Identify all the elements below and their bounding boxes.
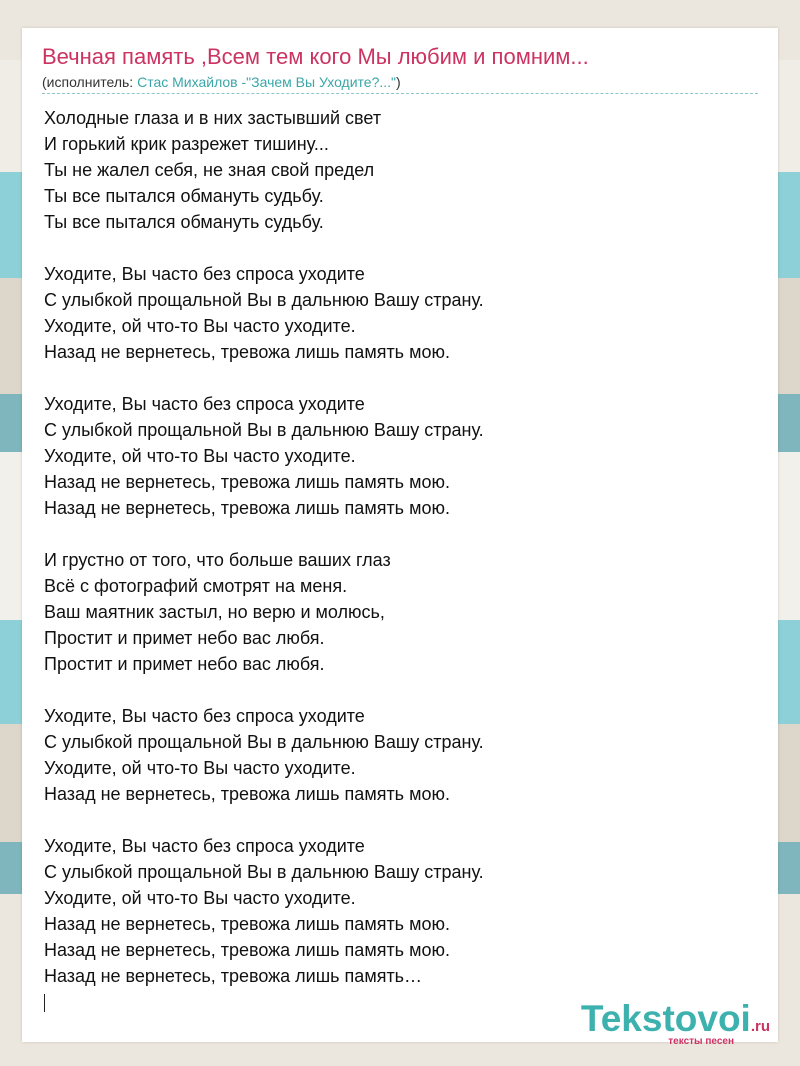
lyric-line: Уходите, ой что-то Вы часто уходите. xyxy=(44,758,356,778)
performer-prefix: (исполнитель: xyxy=(42,74,138,90)
lyric-line: С улыбкой прощальной Вы в дальнюю Вашу страну. xyxy=(44,420,484,440)
lyric-line: С улыбкой прощальной Вы в дальнюю Вашу страну. xyxy=(44,862,484,882)
lyric-line: Назад не вернетесь, тревожа лишь память мою. xyxy=(44,940,450,960)
logo-wordmark: Tekstovoi xyxy=(580,998,751,1039)
lyric-line: И грустно от того, что больше ваших глаз xyxy=(44,550,391,570)
lyric-line: Ваш маятник застыл, но верю и молюсь, xyxy=(44,602,385,622)
lyric-line: Назад не вернетесь, тревожа лишь память мою. xyxy=(44,784,450,804)
lyric-line: Назад не вернетесь, тревожа лишь память мою. xyxy=(44,914,450,934)
lyric-line: Простит и примет небо вас любя. xyxy=(44,654,325,674)
lyric-line: С улыбкой прощальной Вы в дальнюю Вашу страну. xyxy=(44,290,484,310)
lyric-line: Уходите, Вы часто без спроса уходите xyxy=(44,706,365,726)
lyric-line xyxy=(44,365,484,391)
performer-suffix: ) xyxy=(396,74,401,90)
lyric-line: Назад не вернетесь, тревожа лишь память мою. xyxy=(44,498,450,518)
text-cursor xyxy=(44,994,45,1012)
lyric-line: Назад не вернетесь, тревожа лишь память мою. xyxy=(44,342,450,362)
song-title: Вечная память ,Всем тем кого Мы любим и помним... xyxy=(42,44,589,69)
lyric-line: Уходите, ой что-то Вы часто уходите. xyxy=(44,888,356,908)
lyric-line: Назад не вернетесь, тревожа лишь память… xyxy=(44,966,423,986)
lyric-line: Уходите, ой что-то Вы часто уходите. xyxy=(44,316,356,336)
lyric-line: Ты не жалел себя, не зная свой предел xyxy=(44,160,375,180)
performer-line xyxy=(42,73,401,91)
lyric-line xyxy=(44,677,484,703)
lyrics-text xyxy=(44,105,484,989)
logo-tld: .ru xyxy=(750,1018,770,1035)
lyric-line: Уходите, Вы часто без спроса уходите xyxy=(44,394,365,414)
lyric-line xyxy=(44,235,484,261)
performer-link[interactable]: Стас Михайлов -"Зачем Вы Уходите?..." xyxy=(137,74,396,90)
lyric-line: И горький крик разрежет тишину... xyxy=(44,134,329,154)
header-divider xyxy=(42,93,758,94)
lyric-line: Ты все пытался обмануть судьбу. xyxy=(44,186,324,206)
lyric-line: Всё с фотографий смотрят на меня. xyxy=(44,576,348,596)
logo-tagline: тексты песен xyxy=(668,1036,734,1047)
lyric-line: Уходите, ой что-то Вы часто уходите. xyxy=(44,446,356,466)
lyric-line: Ты все пытался обмануть судьбу. xyxy=(44,212,324,232)
lyric-line: Холодные глаза и в них застывший свет xyxy=(44,108,382,128)
lyrics-card xyxy=(22,28,778,1047)
site-logo[interactable] xyxy=(580,998,770,1047)
lyric-line: Назад не вернетесь, тревожа лишь память мою. xyxy=(44,472,450,492)
lyric-line: Уходите, Вы часто без спроса уходите xyxy=(44,264,365,284)
lyric-line xyxy=(44,521,484,547)
lyric-line: С улыбкой прощальной Вы в дальнюю Вашу страну. xyxy=(44,732,484,752)
lyric-line xyxy=(44,807,484,833)
lyric-line: Уходите, Вы часто без спроса уходите xyxy=(44,836,365,856)
lyric-line: Простит и примет небо вас любя. xyxy=(44,628,325,648)
